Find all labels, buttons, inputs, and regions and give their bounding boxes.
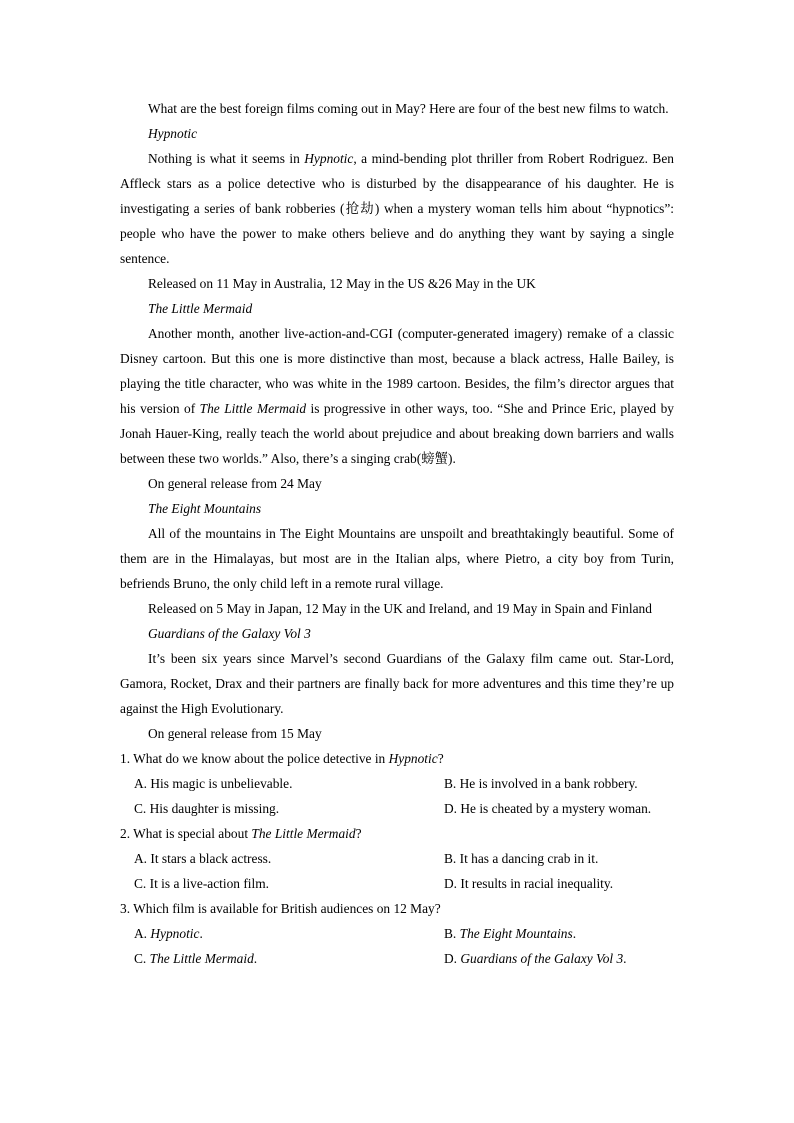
film-title-eight-mountains: The Eight Mountains <box>148 501 262 516</box>
question-3: 3. Which film is available for British audiences on 12 May? <box>120 901 441 916</box>
film-release-eight-mountains: Released on 5 May in Japan, 12 May in the UK and Ireland, and 19 May in Spain and Finland <box>148 601 652 616</box>
option-2a[interactable]: A. It stars a black actress. <box>134 851 272 866</box>
option-3a[interactable]: A. Hypnotic. <box>134 926 203 941</box>
option-3b[interactable]: B. The Eight Mountains. <box>444 926 577 941</box>
option-1c[interactable]: C. His daughter is missing. <box>134 801 280 816</box>
film-title-guardians: Guardians of the Galaxy Vol 3 <box>148 626 311 641</box>
film-description-hypnotic: Nothing is what it seems in Hypnotic, a mind-bending plot thriller from Robert Rodriguez. Ben Affleck stars as a police detective who is disturbed by the disappearance of his daughter. He is investigating a series of bank robberies (抢劫) when a mystery woman tells him about “hypnotics”: people who have the power to make others believe and do anything they want by saying a single sentence. <box>120 151 674 266</box>
option-1b[interactable]: B. He is involved in a bank robbery. <box>444 776 638 791</box>
film-description-guardians: It’s been six years since Marvel’s second Guardians of the Galaxy film came out. Star-Lord, Gamora, Rocket, Drax and their partners are finally back for more adventures and this time they’re up against the High Evolutionary. <box>120 651 674 716</box>
option-3c[interactable]: C. The Little Mermaid. <box>134 951 258 966</box>
question-2: 2. What is special about The Little Mermaid? <box>120 826 362 841</box>
option-2d[interactable]: D. It results in racial inequality. <box>444 876 614 891</box>
film-release-guardians: On general release from 15 May <box>148 726 322 741</box>
film-release-hypnotic: Released on 11 May in Australia, 12 May in the US &26 May in the UK <box>148 276 536 291</box>
document-page <box>120 96 674 971</box>
film-release-little-mermaid: On general release from 24 May <box>148 476 322 491</box>
film-title-little-mermaid: The Little Mermaid <box>148 301 253 316</box>
option-2c[interactable]: C. It is a live-action film. <box>134 876 270 891</box>
option-2b[interactable]: B. It has a dancing crab in it. <box>444 851 599 866</box>
option-3d[interactable]: D. Guardians of the Galaxy Vol 3. <box>444 951 627 966</box>
question-1-options <box>120 771 674 821</box>
film-description-little-mermaid: Another month, another live-action-and-CGI (computer-generated imagery) remake of a classic Disney cartoon. But this one is more distinctive than most, because a black actress, Halle Bailey, is playing the title character, who was white in the 1989 cartoon. Besides, the film’s director argues that his version of The Little Mermaid is progressive in other ways, too. “She and Prince Eric, played by Jonah Hauer-King, really teach the world about prejudice and about breaking down barriers and walls between these two worlds.” Also, there’s a singing crab(螃蟹). <box>120 326 674 466</box>
question-2-options <box>120 846 674 896</box>
option-1a[interactable]: A. His magic is unbelievable. <box>134 776 293 791</box>
question-1: 1. What do we know about the police detective in Hypnotic? <box>120 751 444 766</box>
question-3-options <box>120 921 674 971</box>
option-1d[interactable]: D. He is cheated by a mystery woman. <box>444 801 652 816</box>
film-description-eight-mountains: All of the mountains in The Eight Mountains are unspoilt and breathtakingly beautiful. Some of them are in the Himalayas, but most are in the Italian alps, where Pietro, a city boy from Turin, befriends Bruno, the only child left in a remote rural village. <box>120 526 674 591</box>
intro-paragraph: What are the best foreign films coming out in May? Here are four of the best new films to watch. <box>148 101 669 116</box>
film-title-hypnotic: Hypnotic <box>148 126 198 141</box>
